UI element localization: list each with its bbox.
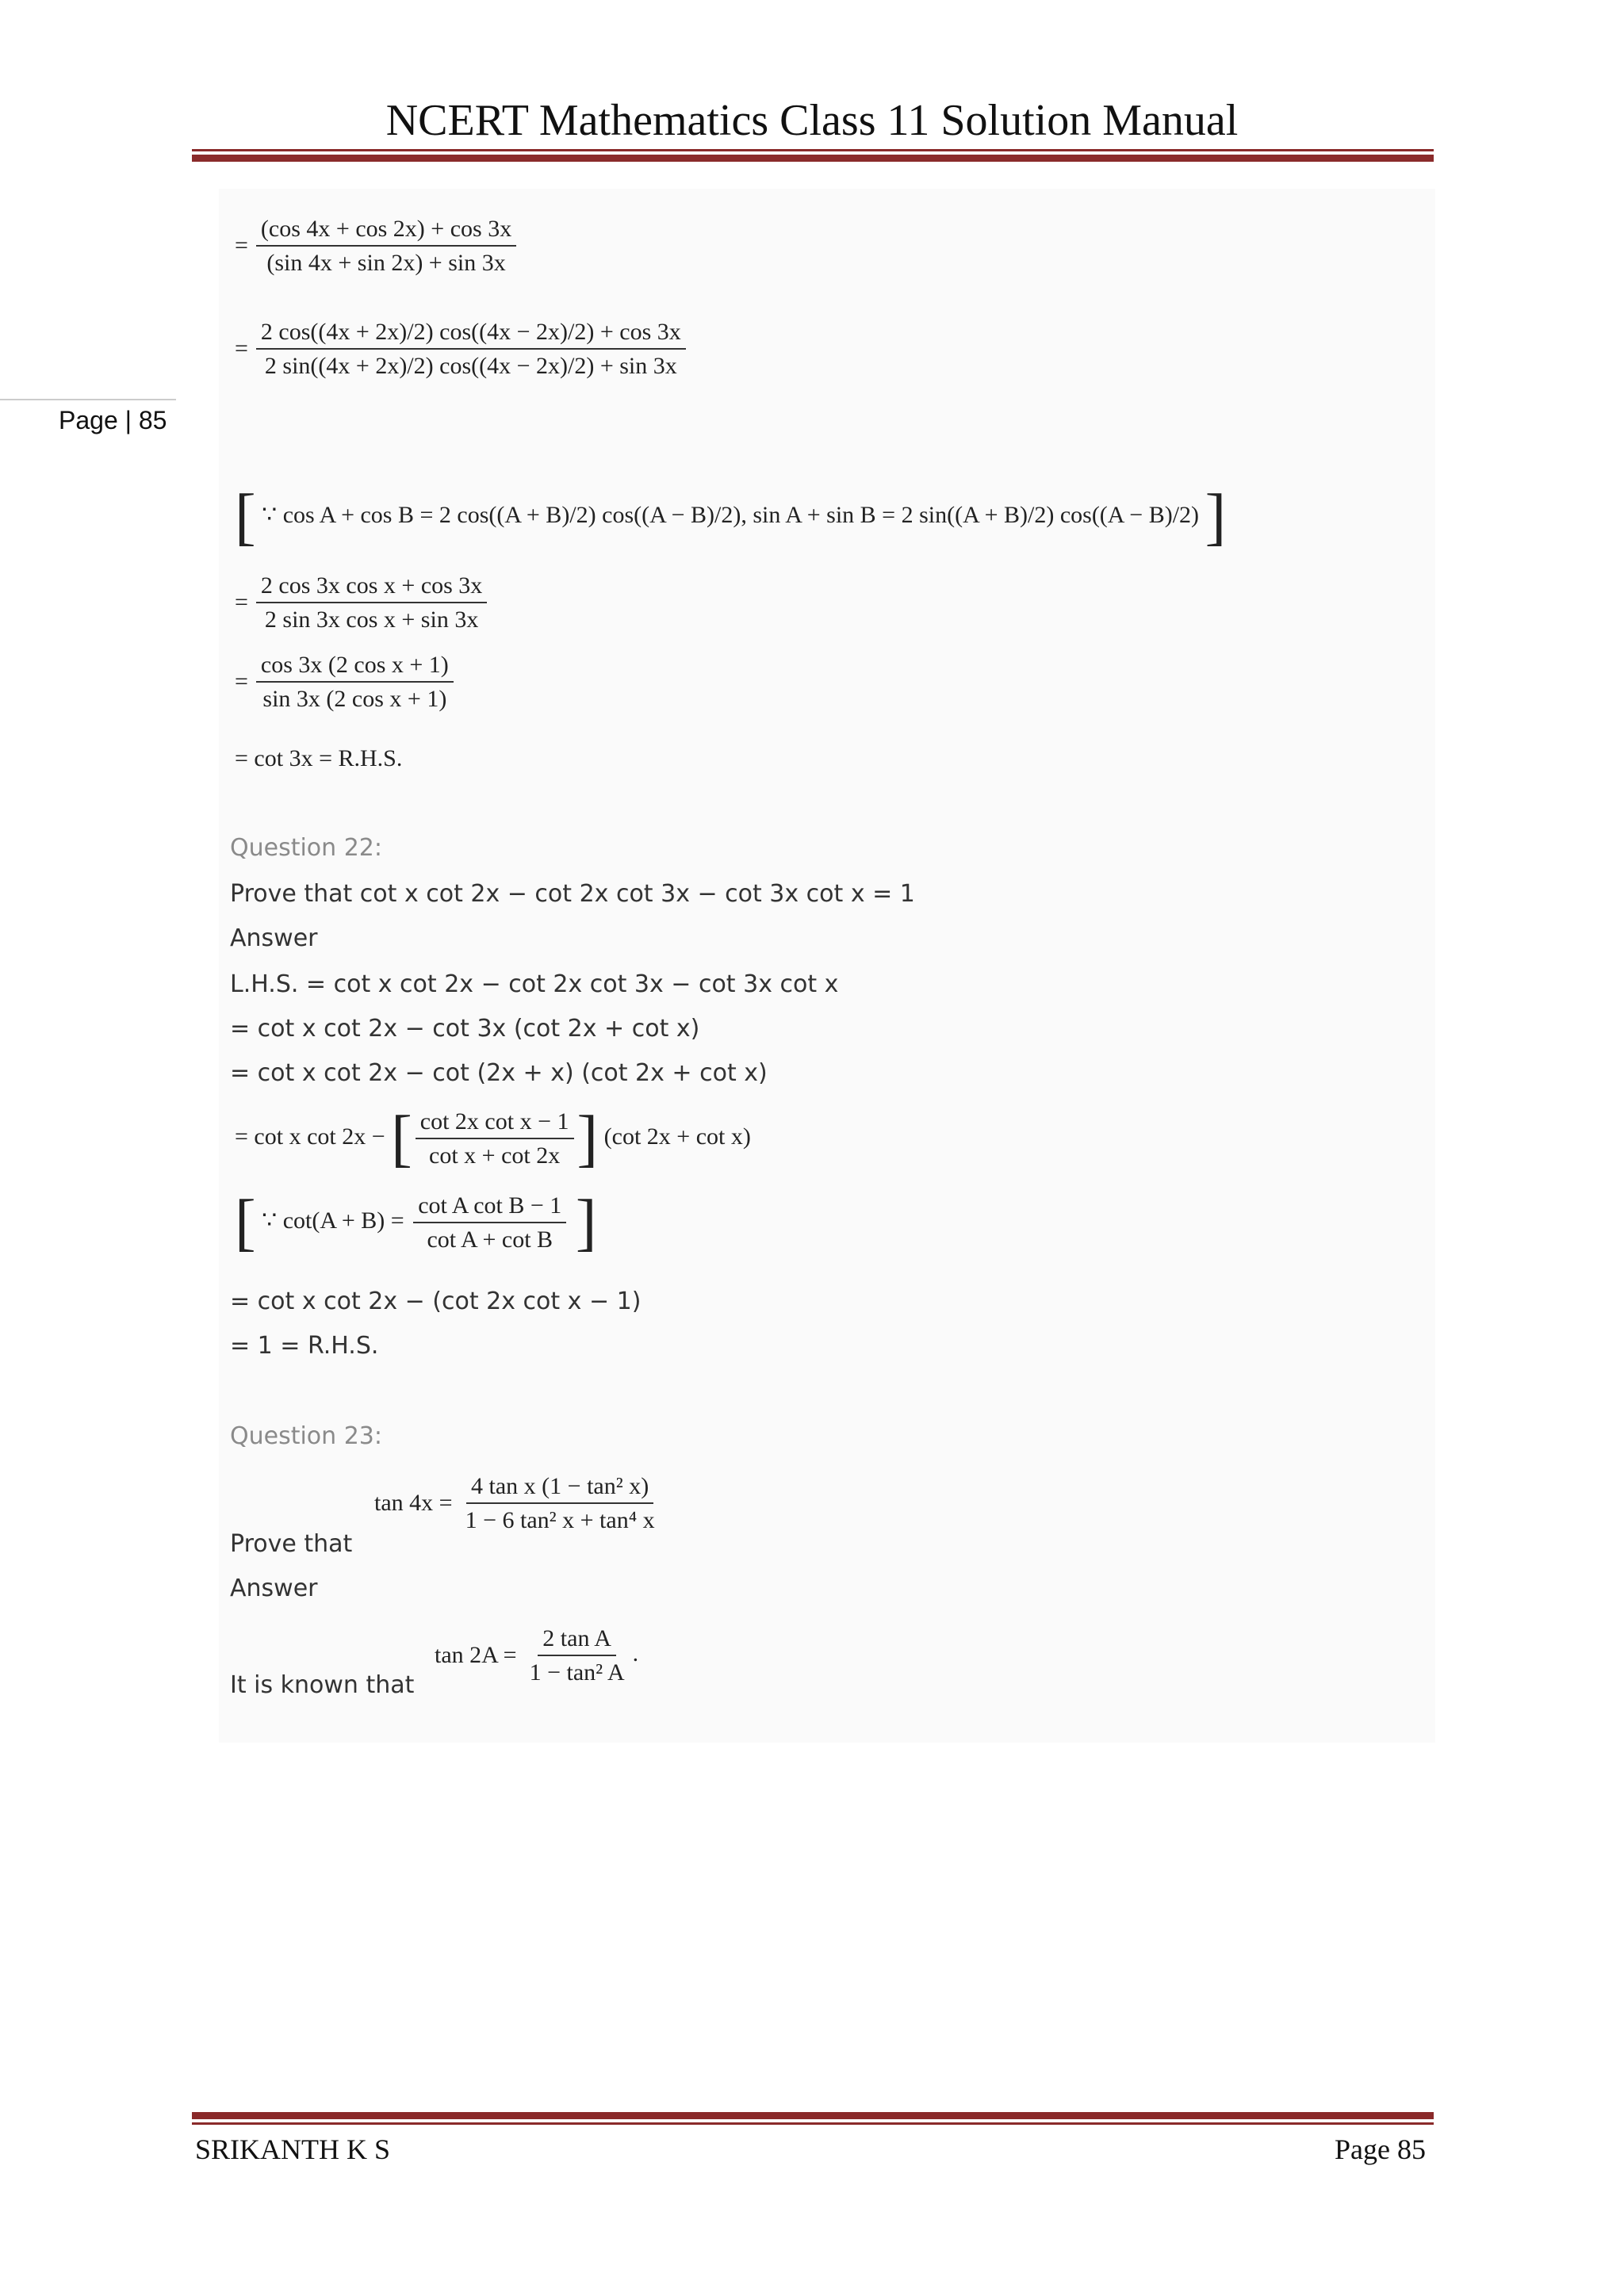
question-22-answer-label: Answer: [230, 924, 318, 952]
q22-line-2: = cot x cot 2x − cot 3x (cot 2x + cot x): [230, 1015, 700, 1043]
footer-author: SRIKANTH K S: [195, 2133, 391, 2165]
derivation-step-2: = $\frac{2 \cos((4x + 2x)/2) \cos((4x - 2x)/2) + \cos 3x}{2 \sin((4x + 2x)/2) \cos((4x - 2x)/2) + \sin 3x}$: [235, 319, 689, 379]
q23-formula: tan 4x = $\frac{\text{4 tan x (1 − tan² x)}}{\text{1 − 6 tan² x + tan⁴ x}}$: [374, 1473, 655, 1533]
q22-line-6: = 1 = R.H.S.: [230, 1332, 379, 1360]
derivation-step-1: = $\frac{(\cos 4x + \cos 2x) + \cos 3x}{(\sin 4x + \sin 2x) + \sin 3x}$: [235, 216, 519, 276]
question-23-heading: Question 23:: [230, 1422, 382, 1450]
q22-line-3: = cot x cot 2x − cot (2x + x) (cot 2x + cot x): [230, 1059, 768, 1087]
sum-to-product-identity: [ ∵ cos A + cos B = 2 cos((A + B)/2) cos((A − B)/2), sin A + sin B = 2 sin((A + B)/2) cos((A − B)/2) ]: [235, 482, 1227, 552]
q23-known-formula: tan 2A = $\frac{\text{2 tan A}}{\text{1 − tan² A}}$ .: [435, 1625, 639, 1686]
question-22-statement: Prove that cot x cot 2x − cot 2x cot 3x − cot 3x cot x = 1: [230, 880, 915, 908]
q23-prove-label: Prove that: [230, 1530, 353, 1558]
q23-known-label: It is known that: [230, 1671, 415, 1699]
q22-cot-identity: [ ∵ cot(A + B) = $\frac{\text{cot A cot B − 1}}{\text{cot A + cot B}}$ ]: [235, 1188, 597, 1257]
q22-line-5: = cot x cot 2x − (cot 2x cot x − 1): [230, 1288, 642, 1315]
q22-line-1: L.H.S. = cot x cot 2x − cot 2x cot 3x − cot 3x cot x: [230, 970, 839, 998]
q22-line-4: = cot x cot 2x − [ $\frac{\text{cot 2x cot x − 1}}{\text{cot x + cot 2x}}$ ] (cot 2x + cot x): [235, 1104, 751, 1173]
page-header-title: NCERT Mathematics Class 11 Solution Manual: [385, 96, 1239, 145]
header-rule: [192, 149, 1434, 162]
derivation-step-4: = $\frac{\text{cos 3x (2 cos x + 1)}}{\text{sin 3x (2 cos x + 1)}}$: [235, 652, 457, 712]
question-22-heading: Question 22:: [230, 834, 382, 862]
side-divider: [0, 399, 176, 400]
derivation-step-3: = $\frac{\text{2 cos 3x cos x + cos 3x}}{\text{2 sin 3x cos x + sin 3x}}$: [235, 572, 490, 633]
derivation-result: = cot 3x = R.H.S.: [235, 745, 403, 771]
footer-rule: [192, 2112, 1434, 2125]
side-page-number: Page | 85: [59, 406, 167, 434]
q23-answer-label: Answer: [230, 1575, 318, 1602]
footer-page-number: Page 85: [1335, 2133, 1426, 2165]
